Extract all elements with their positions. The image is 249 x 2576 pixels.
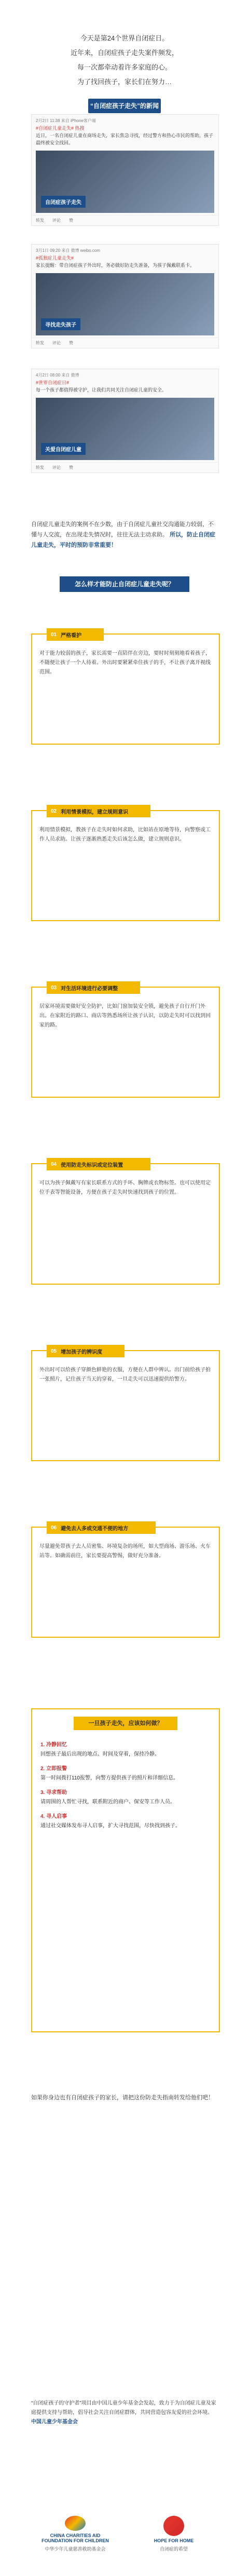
like-button[interactable]: 赞 bbox=[69, 341, 73, 345]
tip-label: 使用防走失标识或定位装置 bbox=[61, 1162, 123, 1168]
tip-card bbox=[31, 633, 220, 745]
feed-body: 家长提醒：带自闭症孩子外出时，务必做好防走失准备，为孩子佩戴联系卡。 bbox=[36, 263, 195, 268]
intro-line2: 近年来，自闭症孩子走失案件频发， bbox=[70, 49, 178, 57]
tip-number: 06 bbox=[51, 1525, 57, 1531]
tip-text: 可以为孩子佩戴写有家长联系方式的手环、胸牌或衣物标签。也可以使用定位手表等智能设备，方便在孩子走失时快速找到孩子的位置。 bbox=[39, 1180, 211, 1195]
what-to-do-checklist bbox=[31, 1708, 220, 2032]
charity-logo-name: CHINA CHARITIES AID FOUNDATION FOR CHILDREN bbox=[42, 2533, 109, 2543]
hope-logo-sub: 自闭症的希望 bbox=[159, 2546, 188, 2552]
footer-note: 如果你身边也有自闭症孩子的家长，请把这份防走失指南转发给他们吧！ bbox=[31, 2095, 214, 2101]
feed-actions bbox=[32, 338, 218, 348]
comment-button[interactable]: 评论 bbox=[52, 341, 61, 345]
repost-button[interactable]: 转发 bbox=[36, 341, 44, 345]
about-text: “自闭症孩子的守护者”项目由中国儿童少年基金会发起，致力于为自闭症儿童及家庭提供支持与帮助，倡导社会关注自闭症群体，共同营造包容友爱的社会环境。 bbox=[31, 2400, 216, 2416]
feed-image bbox=[36, 273, 214, 335]
tip-card bbox=[31, 810, 220, 921]
tip-label: 对生活环境进行必要调整 bbox=[61, 986, 118, 992]
tip-label: 增加孩子的辨识度 bbox=[61, 1349, 103, 1355]
feed-meta: 4月2日 08:00 来自 微博 bbox=[36, 373, 79, 377]
about-paragraph bbox=[31, 2399, 218, 2427]
intro-paragraph bbox=[31, 519, 218, 550]
feed-meta: 2月2日 11:38 来自 iPhone客户端 bbox=[36, 118, 96, 123]
repost-button[interactable]: 转发 bbox=[36, 465, 44, 470]
checklist-item-text: 第一时间拨打110报警，向警方提供孩子的照片和详细信息。 bbox=[40, 1775, 178, 1781]
tip-number: 02 bbox=[51, 808, 57, 814]
feed-body: 每一个孩子都值得被守护，让我们共同关注自闭症儿童的安全。 bbox=[36, 387, 167, 393]
checklist-item-title: 3. 寻求帮助 bbox=[40, 1790, 67, 1796]
feed-image-caption: 自闭症孩子走失 bbox=[41, 196, 86, 208]
tip-label: 严格看护 bbox=[61, 632, 82, 639]
checklist-item-text: 请周围的人帮忙寻找，联系附近的商户、保安等工作人员。 bbox=[40, 1799, 175, 1805]
feed-image bbox=[36, 151, 214, 213]
tip-card bbox=[31, 1527, 220, 1638]
feed-body: 近日，一名自闭症儿童在商场走失，家长焦急寻找，经过警方和热心市民的帮助，孩子最终被安全找回。 bbox=[36, 133, 214, 145]
tip-text: 居家环境需要做好安全防护，比如门窗加装安全锁，避免孩子自行开门外出。在家附近的路口、商店等熟悉场所让孩子认识，以防走失时可以找到回家的路。 bbox=[39, 1004, 211, 1028]
tip-card bbox=[31, 984, 220, 1098]
like-button[interactable]: 赞 bbox=[69, 465, 73, 470]
hope-logo-name: HOPE FOR HOME bbox=[154, 2538, 194, 2543]
intro-line4: 为了找回孩子，家长们在努力… bbox=[77, 78, 172, 86]
feed-title[interactable]: #自闭症儿童走失# 热搜 bbox=[36, 126, 85, 131]
section-heading: 怎么样才能防止自闭症儿童走失呢？ bbox=[60, 576, 189, 592]
tip-number: 04 bbox=[51, 1161, 57, 1167]
news-banner-label: “自闭症孩子走失”的新闻 bbox=[90, 102, 159, 110]
tip-card bbox=[31, 1350, 220, 1461]
feed-actions bbox=[32, 215, 218, 225]
intro-line3: 每一次都牵动着许多家庭的心。 bbox=[77, 63, 172, 71]
intro-line1: 今天是第24个世界自闭症日。 bbox=[80, 34, 169, 42]
feed-image-caption: 关爱自闭症儿童 bbox=[41, 443, 86, 455]
tip-number: 05 bbox=[51, 1348, 57, 1354]
tip-text: 外出时可以给孩子穿颜色鲜艳的衣服，方便在人群中辨认。出门前给孩子拍一张照片，记住孩子当天的穿着，一旦走失可以迅速提供给警方。 bbox=[39, 1367, 211, 1382]
feed-card bbox=[31, 114, 219, 226]
charity-logo-icon bbox=[65, 2516, 86, 2531]
feed-actions bbox=[32, 462, 218, 473]
feed-card bbox=[31, 369, 219, 473]
hope-logo-icon bbox=[163, 2516, 184, 2536]
tip-number: 01 bbox=[51, 631, 57, 638]
tip-number-badge bbox=[47, 628, 104, 641]
comment-button[interactable]: 评论 bbox=[52, 465, 61, 470]
tip-label: 利用情景模拟，建立规则意识 bbox=[61, 809, 129, 815]
tip-number-badge bbox=[47, 1158, 150, 1170]
intro bbox=[0, 0, 249, 89]
intro-paragraph-text: 自闭症儿童走失的案例不在少数，由于自闭症儿童社交沟通能力较弱，不懂与人交流，在出现走失情况时，往往无法主动求助。 bbox=[31, 521, 214, 538]
checklist-title: 一旦孩子走失，应该如何做？ bbox=[74, 1717, 177, 1730]
like-button[interactable]: 赞 bbox=[69, 218, 73, 223]
tip-text: 利用情景模拟，教孩子在走失时如何求助，比如站在原地等待，向警察或工作人员求助。让孩子逐渐熟悉走失后该怎么做，建立规则意识。 bbox=[39, 827, 211, 842]
comment-button[interactable]: 评论 bbox=[52, 218, 61, 223]
news-banner bbox=[88, 99, 161, 113]
repost-button[interactable]: 转发 bbox=[36, 218, 44, 223]
tip-number-badge bbox=[47, 1345, 125, 1357]
tip-number-badge bbox=[47, 981, 140, 994]
checklist-item-text: 回想孩子最后出现的地点、时间及穿着，保持冷静。 bbox=[40, 1751, 160, 1757]
logo-row bbox=[36, 2513, 213, 2555]
checklist-item-title: 2. 立即报警 bbox=[40, 1766, 67, 1772]
hope-for-home-logo bbox=[135, 2516, 213, 2552]
tip-label: 避免去人多或交通不便的地方 bbox=[61, 1526, 129, 1532]
checklist-items bbox=[32, 1730, 219, 1838]
feed-meta: 3月1日 09:20 来自 微博 weibo.com bbox=[36, 248, 101, 253]
feed-title[interactable]: #孤独症儿童走失# bbox=[36, 255, 74, 261]
feed-image bbox=[36, 398, 214, 460]
feed-card bbox=[31, 244, 219, 348]
checklist-item-title: 1. 冷静回忆 bbox=[40, 1742, 67, 1748]
feed-image-caption: 寻找走失孩子 bbox=[41, 318, 80, 330]
feed-title[interactable]: #世界自闭症日# bbox=[36, 380, 70, 385]
checklist-item-title: 4. 寻人启事 bbox=[40, 1814, 67, 1819]
tip-number-badge bbox=[47, 1521, 156, 1534]
tip-card bbox=[31, 1163, 220, 1285]
intro-paragraph-highlight: 所以，防止自闭症儿童走失，平时的预防非常重要！ bbox=[31, 532, 216, 548]
about-highlight: 中国儿童少年基金会 bbox=[31, 2419, 78, 2425]
charity-logo bbox=[36, 2516, 114, 2552]
tip-number-badge bbox=[47, 805, 150, 817]
charity-logo-sub: 中华少年儿童慈善救助基金会 bbox=[45, 2546, 106, 2552]
tip-number: 03 bbox=[51, 984, 57, 991]
tip-text: 尽量避免带孩子去人员密集、环境复杂的场所，如大型商场、游乐场、火车站等。如确需前往，家长要提高警惕，做好充分准备。 bbox=[39, 1544, 211, 1559]
tip-text: 对于能力较弱的孩子，家长需要一直陪伴在旁边，要时时刻刻地看着孩子，不随便让孩子一个人待着。外出时要紧紧牵住孩子的手，不让孩子离开视线范围。 bbox=[39, 651, 211, 675]
checklist-item-text: 通过社交媒体发布寻人启事，扩大寻找范围，尽快找到孩子。 bbox=[40, 1823, 181, 1829]
